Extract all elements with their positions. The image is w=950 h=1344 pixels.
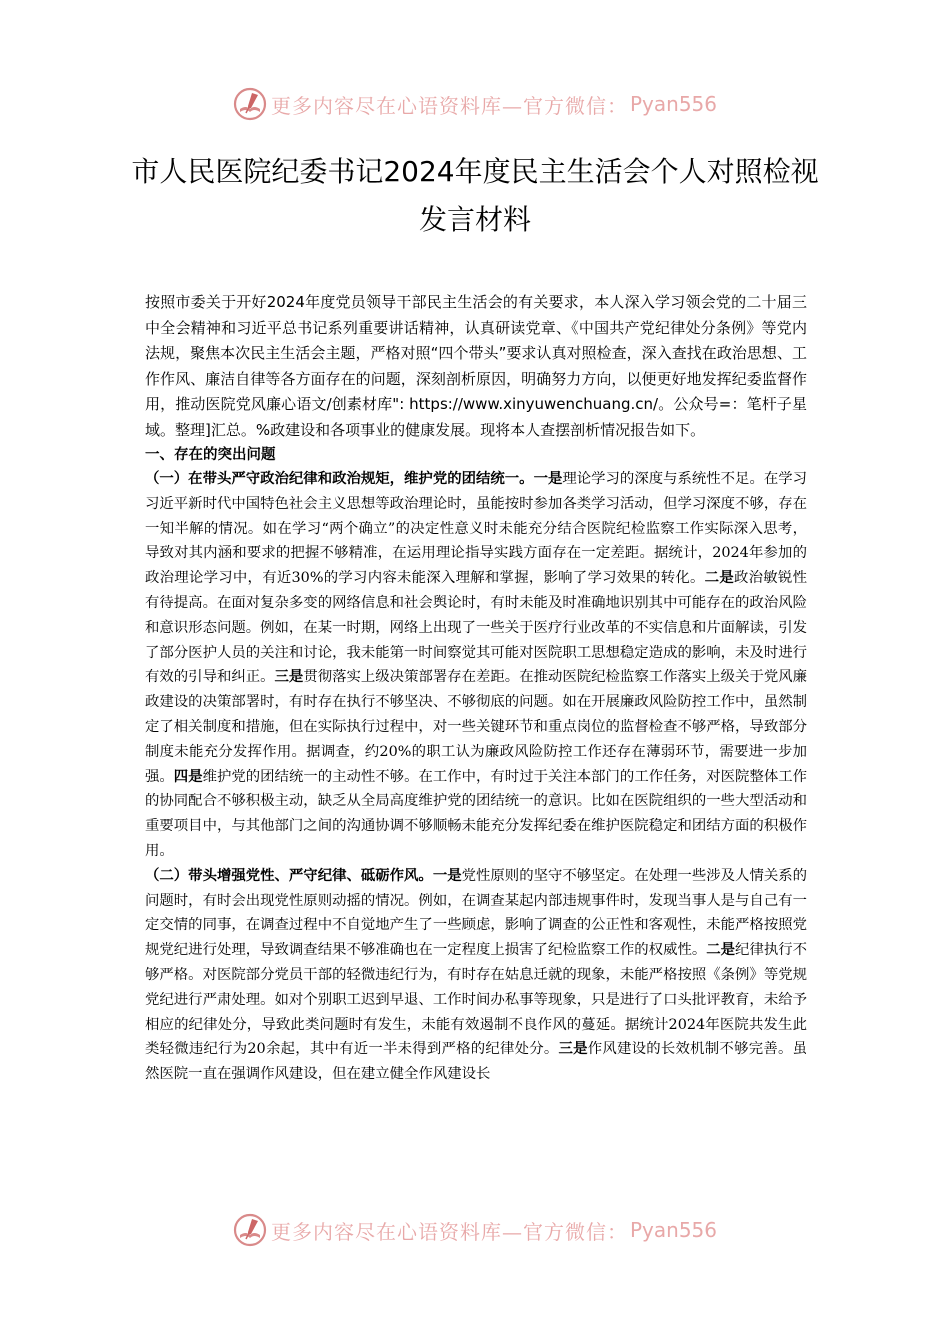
point-label: 二是 <box>704 570 734 587</box>
point-label: 一是 <box>533 471 563 487</box>
point-label: 三是 <box>274 669 304 686</box>
watermark-text: 更多内容尽在心语资料库—官方微信： <box>270 1219 628 1244</box>
point-label: 一是 <box>432 867 462 884</box>
point-text: 作风建设的长效机制不够完善。虽然医院一直在强调作风建设，但在建立健全作风建设长 <box>145 1041 807 1083</box>
subsection-1-paragraph <box>145 467 807 864</box>
point-text: 党性原则的坚守不够坚定。在处理一些涉及人情关系的问题时，有时会出现党性原则动摇的情况。例如，在调查某起内部违规事件时，发现当事人是与自己有一定交情的同事，在调查过程中不自觉地产生了一些顾虑，影响了调查的公正性和客观性，未能严格按照党规党纪进行处理，导致调查结果不够准确也在一定程度上损害了纪检监察工作的权威性。 <box>145 867 808 959</box>
header-watermark <box>0 84 950 124</box>
intro-paragraph: 按照市委关于开好2024年度党员领导干部民主生活会的有关要求，本人深入学习领会党的二十届三中全会精神和习近平总书记系列重要讲话精神，认真研读党章、《中国共产党纪律处分条例》等党内法规，聚焦本次民主生活会主题，严格对照“四个带头”要求认真对照检查，深入查找在政治思想、工作作风、廉洁自律等各方面存在的问题，深刻剖析原因，明确努力方向，以便更好地发挥纪委监督作用，推动医院党风廉心语文/创素材库": https://www.xinyuwenchuang.cn/。公众号=：笔杆子星域。整理]汇总。%政建设和各项事业的健康发展。现将本人查摆剖析情况报告如下。 <box>145 293 807 439</box>
point-text: 纪律执行不够严格。对医院部分党员干部的轻微违纪行为，有时存在姑息迁就的现象，未能严格按照《条例》等党规党纪进行严肃处理。如对个别职工迟到早退、工作时间办私事等现象，只是进行了口头批评教育，未给予相应的纪律处分，导致此类问题时有发生，未能有效遏制不良作风的蔓延。据统计2024年医院共发生此类轻微违纪行为20余起，其中有近一半未得到严格的纪律处分。 <box>145 942 808 1058</box>
subsection-2-paragraph <box>145 864 807 1087</box>
section-heading-1: 一、存在的突出问题 <box>145 447 276 463</box>
document-title: 市人民医院纪委书记2024年度民主生活会个人对照检视发言材料 <box>131 155 819 236</box>
subsection-2-heading: （二）带头增强党性、严守纪律、砥砺作风。 <box>145 867 433 884</box>
document-body <box>145 290 807 1087</box>
subsection-1-heading: （一）在带头严守政治纪律和政治规矩，维护党的团结统一。 <box>145 471 534 487</box>
point-label: 二是 <box>706 942 736 959</box>
point-text: 理论学习的深度与系统性不足。在学习习近平新时代中国特色社会主义思想等政治理论时，虽能按时参加各类学习活动，但学习深度不够，存在一知半解的情况。如在学习“两个确立”的决定性意义时未能充分结合医院纪检监察工作实际深入思考，导致对其内涵和要求的把握不够精准，在运用理论指导实践方面存在一定差距。据统计，2024年参加的政治理论学习中，有近30%的学习内容未能深入理解和掌握，影响了学习效果的转化。 <box>145 471 808 587</box>
point-label: 三是 <box>558 1041 588 1058</box>
watermark-brand: Pyan556 <box>629 1218 717 1242</box>
point-text: 贯彻落实上级决策部署存在差距。在推动医院纪检监察工作落实上级关于党风廉政建设的决策部署时，有时存在执行不够坚决、不够彻底的问题。如在开展廉政风险防控工作中，虽然制定了相关制度和措施，但在实际执行过程中，对一些关键环节和重点岗位的监督检查不够严格，导致部分制度未能充分发挥作用。据调查，约20%的职工认为廉政风险防控工作还存在薄弱环节，需要进一步加强。 <box>145 669 808 785</box>
point-label: 四是 <box>173 768 203 785</box>
watermark-text: 更多内容尽在心语资料库—官方微信： <box>270 93 628 118</box>
footer-watermark <box>0 1210 950 1250</box>
watermark-brand: Pyan556 <box>629 92 717 116</box>
point-text: 政治敏锐性有待提高。在面对复杂多变的网络信息和社会舆论时，有时未能及时准确地识别其中可能存在的政治风险和意识形态问题。例如，在某一时期，网络上出现了一些关于医疗行业改革的不实信息和片面解读，引发了部分医护人员的关注和讨论，我未能第一时间察觉其可能对医院职工思想稳定造成的影响，未及时进行有效的引导和纠正。 <box>145 570 807 686</box>
point-text: 维护党的团结统一的主动性不够。在工作中，有时过于关注本部门的工作任务，对医院整体工作的协同配合不够积极主动，缺乏从全局高度维护党的团结统一的意识。比如在医院组织的一些大型活动和重要项目中，与其他部门之间的沟通协调不够顺畅未能充分发挥纪委在维护医院稳定和团结方面的积极作用。 <box>145 768 808 859</box>
book-pen-logo-icon <box>233 1213 267 1247</box>
book-pen-logo-icon <box>233 87 267 121</box>
